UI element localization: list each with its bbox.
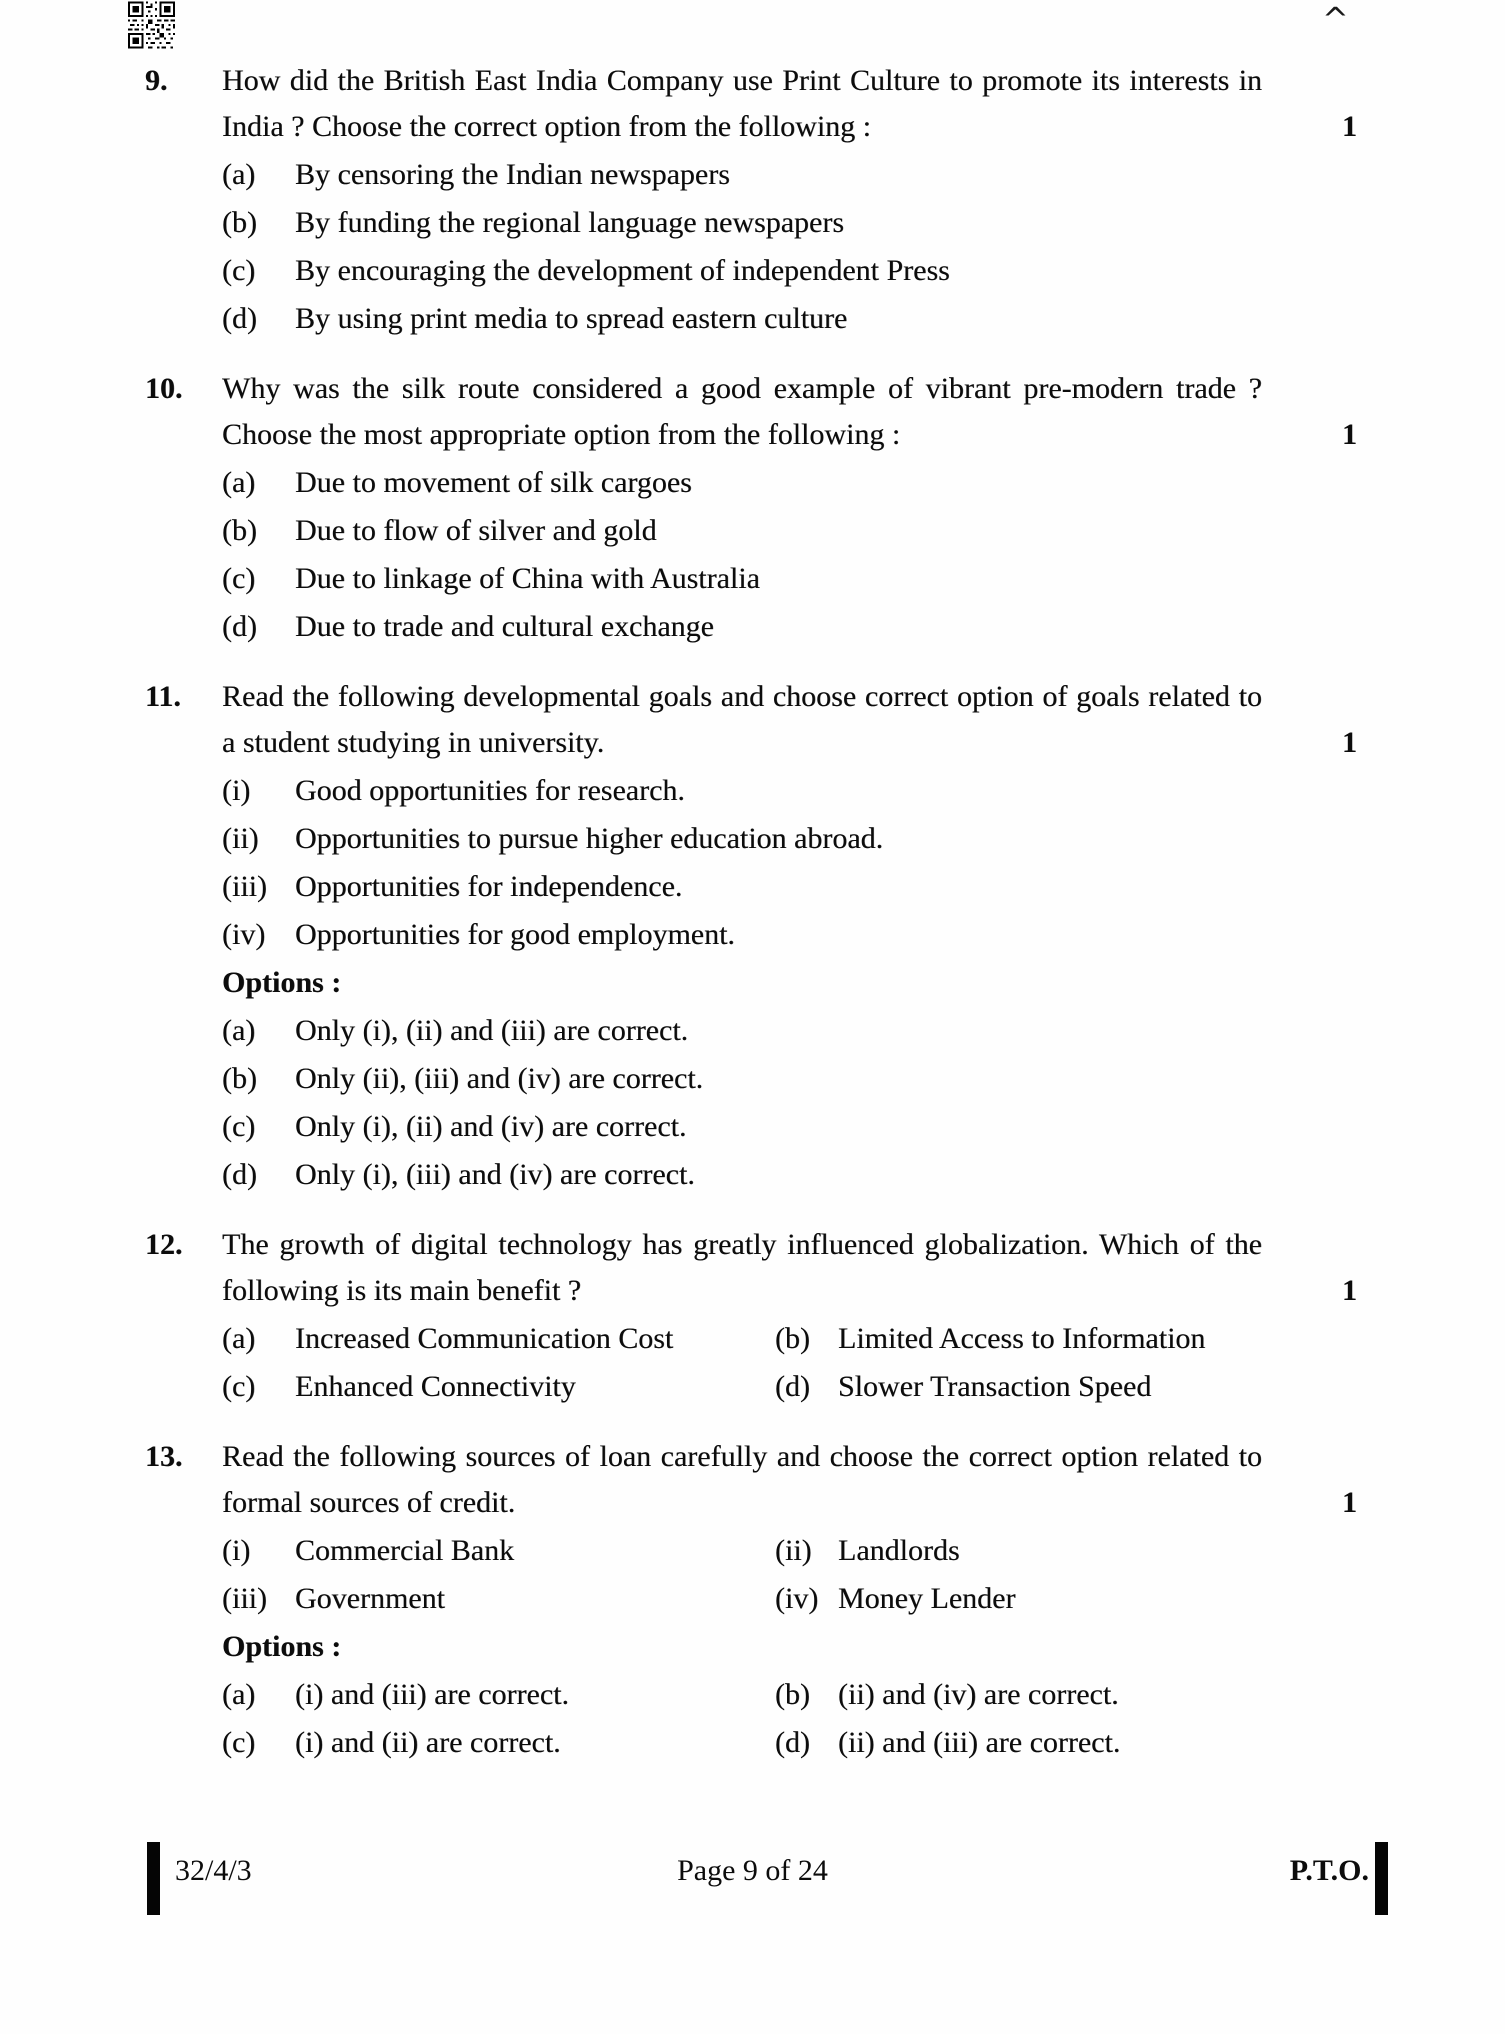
- question-marks: 1: [1342, 1486, 1357, 1519]
- corner-fold-mark: ^: [1322, 0, 1349, 38]
- option-label: (c): [222, 1370, 256, 1403]
- option-cell: [775, 1364, 1151, 1410]
- option-text: (i) and (ii) are correct.: [295, 1726, 561, 1759]
- question-marks: 1: [1342, 726, 1357, 759]
- option-label: (d): [222, 1158, 257, 1191]
- list-item-label: (i): [222, 1534, 251, 1567]
- option-cell: [775, 1720, 1120, 1766]
- option-text: Due to flow of silver and gold: [295, 514, 657, 547]
- option-cell: [222, 1720, 775, 1766]
- list-item-label: (iii): [222, 870, 267, 903]
- list-item-text: Opportunities for good employment.: [295, 918, 735, 951]
- question-marks: 1: [1342, 418, 1357, 451]
- option-row: [222, 1104, 1365, 1150]
- option-row: [222, 556, 1365, 602]
- question-text: How did the British East India Company use Print Culture to promote its interests in India ? Choose the correct option from the following :: [222, 64, 1262, 143]
- option-label: (c): [222, 1726, 256, 1759]
- option-row: [222, 1056, 1365, 1102]
- list-item-text: Opportunities for independence.: [295, 870, 683, 903]
- question-number: 11.: [145, 680, 181, 713]
- option-label: (d): [222, 610, 257, 643]
- option-label: (b): [222, 514, 257, 547]
- option-label: (d): [222, 302, 257, 335]
- question-number: 10.: [145, 372, 183, 405]
- questions-area: [145, 58, 1365, 1766]
- options-row: [222, 1672, 1365, 1718]
- statement-row: [222, 1576, 1365, 1622]
- footer-pto-label: P.T.O.: [1289, 1854, 1369, 1887]
- list-item-label: (ii): [222, 822, 259, 855]
- list-item-text: Money Lender: [838, 1582, 1016, 1615]
- option-label: (a): [222, 1322, 256, 1355]
- option-cell: [222, 1364, 775, 1410]
- option-row: [222, 508, 1365, 554]
- option-text: Slower Transaction Speed: [838, 1370, 1152, 1403]
- option-label: (c): [222, 254, 256, 287]
- option-text: By censoring the Indian newspapers: [295, 158, 730, 191]
- list-item-label: (ii): [775, 1534, 812, 1567]
- question-text: The growth of digital technology has greatly influenced globalization. Which of the following is its main benefit ?: [222, 1228, 1262, 1307]
- options-row: [222, 1364, 1365, 1410]
- option-label: (b): [775, 1322, 810, 1355]
- options-row: [222, 1720, 1365, 1766]
- question-block-13: [145, 1434, 1365, 1766]
- option-row: [222, 460, 1365, 506]
- question-marks: 1: [1342, 1274, 1357, 1307]
- question-text: Why was the silk route considered a good example of vibrant pre-modern trade ? Choose the most appropriate option from the following :: [222, 372, 1262, 451]
- option-row: [222, 248, 1365, 294]
- option-text: By encouraging the development of independent Press: [295, 254, 950, 287]
- option-label: (a): [222, 1678, 256, 1711]
- list-item: [222, 912, 1365, 958]
- option-text: By using print media to spread eastern culture: [295, 302, 848, 335]
- option-text: Due to trade and cultural exchange: [295, 610, 714, 643]
- list-item-cell: [775, 1576, 1015, 1622]
- option-row: [222, 604, 1365, 650]
- footer-page-number: Page 9 of 24: [677, 1854, 828, 1887]
- option-row: [222, 200, 1365, 246]
- option-label: (b): [775, 1678, 810, 1711]
- option-row: [222, 1008, 1365, 1054]
- question-number: 9.: [145, 64, 168, 97]
- list-item-label: (iv): [222, 918, 266, 951]
- question-text: Read the following developmental goals and choose correct option of goals related to a student studying in university.: [222, 680, 1262, 759]
- option-text: Increased Communication Cost: [295, 1322, 674, 1355]
- list-item-label: (i): [222, 774, 251, 807]
- question-block-9: [145, 58, 1365, 342]
- options-heading: Options :: [222, 966, 342, 999]
- options-list: [222, 460, 1365, 650]
- option-text: Only (i), (ii) and (iv) are correct.: [295, 1110, 687, 1143]
- options-list: [222, 1008, 1365, 1198]
- option-label: (c): [222, 562, 256, 595]
- option-cell: [222, 1672, 775, 1718]
- question-block-12: [145, 1222, 1365, 1410]
- option-row: [222, 296, 1365, 342]
- options-row: [222, 1316, 1365, 1362]
- list-item: [222, 816, 1365, 862]
- question-marks: 1: [1342, 110, 1357, 143]
- list-item-cell: [775, 1528, 960, 1574]
- statement-row: [222, 1528, 1365, 1574]
- option-label: (a): [222, 466, 256, 499]
- qr-code: [128, 1, 175, 49]
- statement-list: [222, 768, 1365, 958]
- question-block-11: [145, 674, 1365, 1198]
- option-row: [222, 1152, 1365, 1198]
- option-text: (ii) and (iii) are correct.: [838, 1726, 1121, 1759]
- page-footer: [0, 1840, 1505, 1920]
- option-label: (d): [775, 1726, 810, 1759]
- list-item-label: (iv): [775, 1582, 819, 1615]
- list-item-cell: [222, 1528, 775, 1574]
- list-item-text: Government: [295, 1582, 445, 1615]
- list-item-text: Good opportunities for research.: [295, 774, 685, 807]
- option-text: Limited Access to Information: [838, 1322, 1206, 1355]
- list-item-text: Commercial Bank: [295, 1534, 515, 1567]
- option-cell: [222, 1316, 775, 1362]
- options-heading: Options :: [222, 1630, 342, 1663]
- option-text: By funding the regional language newspapers: [295, 206, 845, 239]
- option-label: (c): [222, 1110, 256, 1143]
- option-text: Only (i), (iii) and (iv) are correct.: [295, 1158, 695, 1191]
- option-cell: [775, 1672, 1119, 1718]
- footer-bar-right: [1375, 1842, 1388, 1915]
- list-item-label: (iii): [222, 1582, 267, 1615]
- list-item: [222, 864, 1365, 910]
- option-text: Only (i), (ii) and (iii) are correct.: [295, 1014, 689, 1047]
- list-item-text: Opportunities to pursue higher education abroad.: [295, 822, 884, 855]
- list-item-cell: [222, 1576, 775, 1622]
- option-text: (ii) and (iv) are correct.: [838, 1678, 1119, 1711]
- option-text: (i) and (iii) are correct.: [295, 1678, 569, 1711]
- option-label: (b): [222, 1062, 257, 1095]
- option-label: (a): [222, 1014, 256, 1047]
- option-row: [222, 152, 1365, 198]
- option-text: Enhanced Connectivity: [295, 1370, 576, 1403]
- list-item: [222, 768, 1365, 814]
- option-label: (d): [775, 1370, 810, 1403]
- question-number: 12.: [145, 1228, 183, 1261]
- option-label: (a): [222, 158, 256, 191]
- option-cell: [775, 1316, 1205, 1362]
- options-list: [222, 152, 1365, 342]
- option-text: Due to movement of silk cargoes: [295, 466, 692, 499]
- list-item-text: Landlords: [838, 1534, 960, 1567]
- question-text: Read the following sources of loan carefully and choose the correct option related to formal sources of credit.: [222, 1440, 1262, 1519]
- option-text: Due to linkage of China with Australia: [295, 562, 760, 595]
- footer-paper-code: 32/4/3: [175, 1854, 252, 1887]
- option-text: Only (ii), (iii) and (iv) are correct.: [295, 1062, 704, 1095]
- question-block-10: [145, 366, 1365, 650]
- question-number: 13.: [145, 1440, 183, 1473]
- option-label: (b): [222, 206, 257, 239]
